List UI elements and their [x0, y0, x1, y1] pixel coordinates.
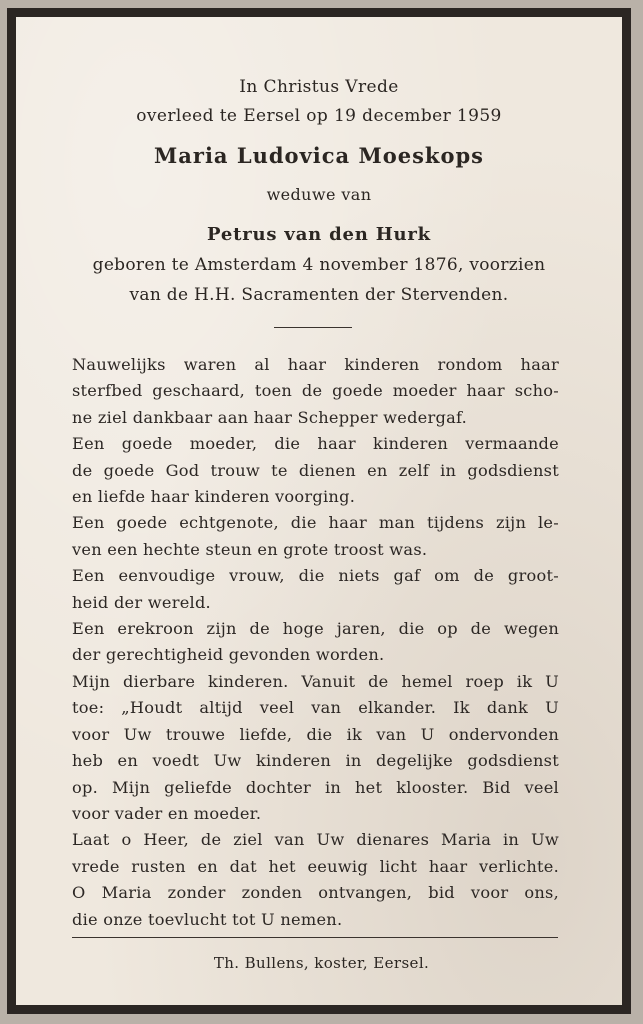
birth-line-2: van de H.H. Sacramenten der Stervenden. — [129, 285, 509, 305]
text-line: de goede God trouw te dienen en zelf in godsdienst — [72, 460, 559, 480]
spouse-name: Petrus van den Hurk — [207, 224, 431, 245]
text-line: Een goede moeder, die haar kinderen vermaande — [72, 434, 559, 454]
header-divider — [274, 327, 352, 328]
printer-credit: Th. Bullens, koster, Eersel. — [213, 954, 430, 972]
text-line: vrede rusten en dat het eeuwig licht haar verlichte. — [72, 856, 559, 876]
deceased-name: Maria Ludovica Moeskops — [154, 143, 484, 168]
text-line: voor Uw trouwe liefde, die ik van U ondervonden — [72, 724, 559, 744]
text-line: Een goede echtgenote, die haar man tijdens zijn le- — [72, 513, 559, 533]
text-line: Een erekroon zijn de hoge jaren, die op de wegen — [72, 619, 559, 639]
text-line: op. Mijn geliefde dochter in het klooster. Bid veel — [72, 777, 559, 797]
text-line: Nauwelijks waren al haar kinderen rondom haar — [72, 355, 559, 374]
birth-line-1: geboren te Amsterdam 4 november 1876, voorzien — [92, 255, 546, 275]
memorial-text — [72, 352, 559, 933]
relation-line: weduwe van — [266, 185, 372, 204]
text-line: toe: „Houdt altijd veel van elkander. Ik dank U — [72, 698, 559, 718]
card-header — [16, 77, 622, 305]
text-line: sterfbed geschaard, toen de goede moeder haar scho- — [72, 381, 559, 401]
text-line: O Maria zonder zonden ontvangen, bid voor ons, — [72, 883, 559, 903]
footer-divider — [72, 937, 558, 938]
text-line: Een eenvoudige vrouw, die niets gaf om de groot- — [72, 566, 559, 586]
text-line: voor vader en moeder. — [72, 803, 262, 823]
text-line: der gerechtigheid gevonden worden. — [72, 645, 385, 665]
text-line: Laat o Heer, de ziel van Uw dienares Maria in Uw — [72, 830, 559, 850]
text-line: ne ziel dankbaar aan haar Schepper wedergaf. — [72, 407, 468, 427]
death-date-line: overleed te Eersel op 19 december 1959 — [136, 106, 502, 126]
text-line: en liefde haar kinderen voorging. — [72, 487, 356, 507]
text-line: die onze toevlucht tot U nemen. — [72, 909, 343, 929]
text-line: Mijn dierbare kinderen. Vanuit de hemel roep ik U — [72, 671, 559, 691]
in-christus-vrede: In Christus Vrede — [239, 77, 399, 97]
text-line: ven een hechte steun en grote troost was. — [72, 539, 428, 559]
text-line: heb en voedt Uw kinderen in degelijke godsdienst — [72, 751, 559, 771]
text-line: heid der wereld. — [72, 592, 211, 612]
